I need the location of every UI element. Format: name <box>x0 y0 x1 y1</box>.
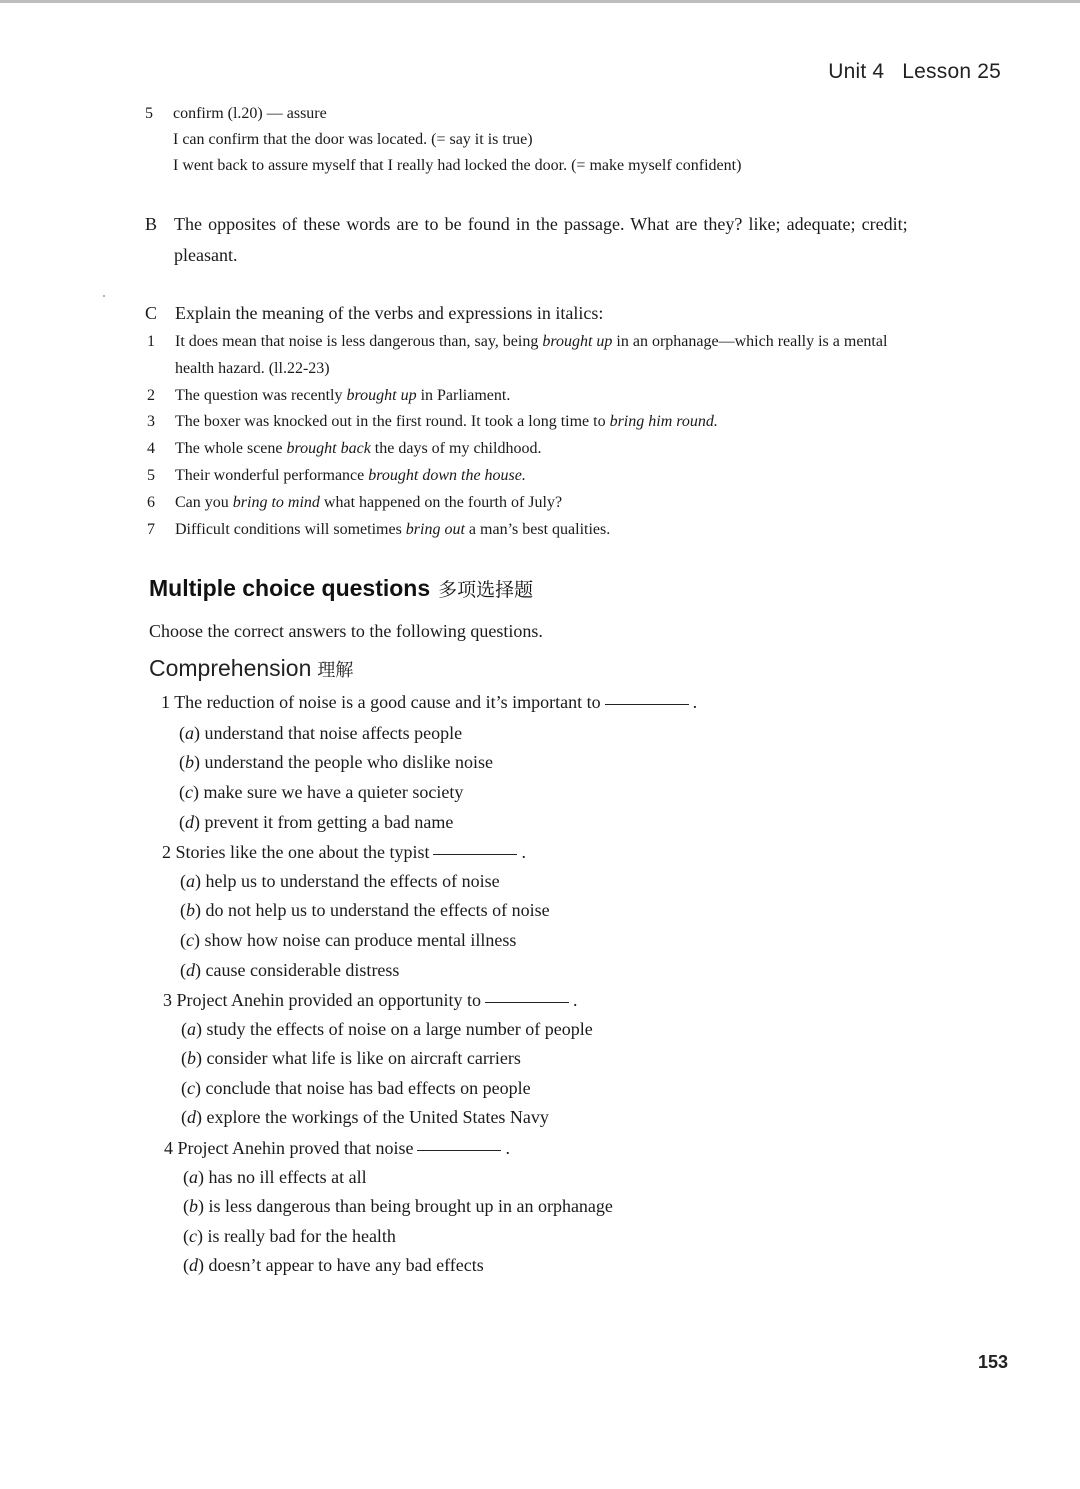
option-text: consider what life is like on aircraft carriers <box>206 1048 521 1068</box>
item-text: The question was recently <box>175 387 347 404</box>
question-1 <box>161 692 697 713</box>
option-text: explore the workings of the United States Navy <box>206 1107 549 1127</box>
answer-blank <box>605 703 689 705</box>
sectionC-item-number: 2 <box>147 387 155 404</box>
item5-example-1: I can confirm that the door was located. (= say it is true) <box>173 131 533 148</box>
sectionC-heading: Explain the meaning of the verbs and expressions in italics: <box>175 303 604 323</box>
option: (c) is really bad for the health <box>183 1226 396 1246</box>
item-italic-phrase: bring to mind <box>232 494 320 511</box>
comprehension-heading <box>149 655 353 682</box>
option: (d) cause considerable distress <box>180 960 400 980</box>
option-letter: a <box>186 871 195 891</box>
option-letter: d <box>187 1107 196 1127</box>
item5-example-2: I went back to assure myself that I really had locked the door. (= make myself confident) <box>173 157 742 174</box>
mcq-instruction: Choose the correct answers to the following questions. <box>149 621 543 641</box>
item-text: in Parliament. <box>416 387 511 404</box>
option: (b) consider what life is like on aircraft carriers <box>181 1048 521 1068</box>
running-head <box>828 60 1001 84</box>
item-italic-phrase: brought back <box>286 440 371 457</box>
sectionC-item-1 <box>175 333 887 351</box>
option: (a) help us to understand the effects of noise <box>180 871 500 891</box>
option-text: is less dangerous than being brought up in an orphanage <box>208 1196 613 1216</box>
option-text: prevent it from getting a bad name <box>204 812 454 832</box>
mcq-heading-text: Multiple choice questions <box>149 575 431 601</box>
option-text: doesn’t appear to have any bad effects <box>208 1255 484 1275</box>
question-stem: Stories like the one about the typist <box>175 842 430 862</box>
option-text: do not help us to understand the effects of noise <box>205 900 550 920</box>
question-number: 4 <box>164 1138 173 1158</box>
sectionC-item-4 <box>175 440 541 458</box>
option: (a) understand that noise affects people <box>179 723 463 743</box>
item-text: It does mean that noise is less dangerous than, say, being <box>175 333 543 350</box>
sectionC-item-number: 5 <box>147 467 155 484</box>
page-number: 153 <box>978 1352 1009 1372</box>
option-text: make sure we have a quieter society <box>203 782 464 802</box>
item-italic-phrase: brought up <box>346 387 417 404</box>
sectionC-letter: C <box>145 303 158 323</box>
item-text: Can you <box>175 494 233 511</box>
item-text: Their wonderful performance <box>175 467 369 484</box>
question-stem: Project Anehin provided an opportunity to <box>176 990 481 1010</box>
sectionC-item-number: 7 <box>147 521 155 538</box>
option-text: is really bad for the health <box>207 1226 396 1246</box>
option-letter: b <box>189 1196 198 1216</box>
option-letter: a <box>189 1167 198 1187</box>
option-letter: c <box>189 1226 197 1246</box>
item5-number: 5 <box>145 105 153 122</box>
question-4 <box>164 1138 510 1159</box>
sectionC-item-number: 3 <box>147 413 155 430</box>
question-stem: The reduction of noise is a good cause and it’s important to <box>174 692 601 712</box>
option-text: conclude that noise has bad effects on people <box>205 1078 531 1098</box>
sectionC-item-6 <box>175 494 562 512</box>
option: (c) conclude that noise has bad effects on people <box>181 1078 531 1098</box>
question-end: . <box>505 1138 510 1158</box>
comprehension-heading-chinese: 理解 <box>317 660 354 681</box>
question-2 <box>162 842 526 863</box>
running-head-lesson: Lesson 25 <box>902 60 1001 83</box>
option-text: has no ill effects at all <box>208 1167 367 1187</box>
answer-blank <box>485 1001 569 1003</box>
option-letter: d <box>185 812 194 832</box>
option-text: understand the people who dislike noise <box>204 752 493 772</box>
question-3 <box>163 990 577 1011</box>
option: (b) do not help us to understand the effects of noise <box>180 900 550 920</box>
option-text: cause considerable distress <box>205 960 400 980</box>
option: (b) is less dangerous than being brought up in an orphanage <box>183 1196 613 1216</box>
option: (a) study the effects of noise on a large number of people <box>181 1019 593 1039</box>
option-text: study the effects of noise on a large number of people <box>206 1019 593 1039</box>
item-italic-phrase: bring him round. <box>609 413 718 430</box>
item-italic-phrase: bring out <box>405 521 465 538</box>
scan-speck <box>103 295 105 297</box>
sectionB-letter: B <box>145 214 158 234</box>
option-letter: b <box>185 752 194 772</box>
item-italic-phrase: brought down the house. <box>368 467 526 484</box>
option: (c) make sure we have a quieter society <box>179 782 464 802</box>
option-letter: a <box>185 723 194 743</box>
option-text: help us to understand the effects of noise <box>205 871 500 891</box>
option: (d) explore the workings of the United States Navy <box>181 1107 549 1127</box>
item-text: what happened on the fourth of July? <box>319 494 563 511</box>
item5-title: confirm (l.20) — assure <box>173 105 327 122</box>
option-letter: c <box>187 1078 195 1098</box>
option-letter: d <box>189 1255 198 1275</box>
sectionB-line-1: The opposites of these words are to be found in the passage. What are they? like; adequate; credit; <box>174 214 908 234</box>
option: (a) has no ill effects at all <box>183 1167 367 1187</box>
option: (c) show how noise can produce mental illness <box>180 930 517 950</box>
option-letter: b <box>186 900 195 920</box>
sectionC-item-7 <box>175 521 610 539</box>
option: (d) prevent it from getting a bad name <box>179 812 454 832</box>
answer-blank <box>417 1149 501 1151</box>
sectionC-item-number: 4 <box>147 440 155 457</box>
sectionC-item-1-continuation: health hazard. (ll.22-23) <box>175 360 330 377</box>
option-text: show how noise can produce mental illness <box>204 930 517 950</box>
answer-blank <box>433 853 517 855</box>
sectionC-item-5 <box>175 467 526 485</box>
option-text: understand that noise affects people <box>204 723 463 743</box>
item-text: The whole scene <box>175 440 287 457</box>
question-end: . <box>692 692 698 712</box>
question-end: . <box>572 990 578 1010</box>
question-stem: Project Anehin proved that noise <box>177 1138 414 1158</box>
sectionB-line-2: pleasant. <box>174 245 238 265</box>
item-text: The boxer was knocked out in the first round. It took a long time to <box>175 413 610 430</box>
option: (d) doesn’t appear to have any bad effects <box>183 1255 484 1275</box>
item-text: Difficult conditions will sometimes <box>175 521 406 538</box>
question-number: 3 <box>163 990 172 1010</box>
option-letter: b <box>187 1048 196 1068</box>
option: (b) understand the people who dislike noise <box>179 752 493 772</box>
question-number: 2 <box>162 842 171 862</box>
option-letter: d <box>186 960 195 980</box>
item-text: a man’s best qualities. <box>464 521 611 538</box>
question-end: . <box>521 842 526 862</box>
sectionC-item-number: 1 <box>147 333 155 350</box>
option-letter: c <box>185 782 193 802</box>
top-edge-rule <box>0 0 1080 3</box>
option-letter: a <box>187 1019 196 1039</box>
comprehension-heading-text: Comprehension <box>149 655 312 681</box>
item-italic-phrase: brought up <box>542 333 613 350</box>
question-number: 1 <box>161 692 170 712</box>
mcq-heading <box>149 575 533 602</box>
running-head-unit: Unit 4 <box>828 60 885 83</box>
option-letter: c <box>186 930 194 950</box>
item-text: the days of my childhood. <box>370 440 542 457</box>
item-text: in an orphanage—which really is a mental <box>612 333 888 350</box>
sectionC-item-3 <box>175 413 718 431</box>
mcq-heading-chinese: 多项选择题 <box>438 579 534 601</box>
sectionC-item-2 <box>175 387 510 405</box>
sectionC-item-number: 6 <box>147 494 155 511</box>
